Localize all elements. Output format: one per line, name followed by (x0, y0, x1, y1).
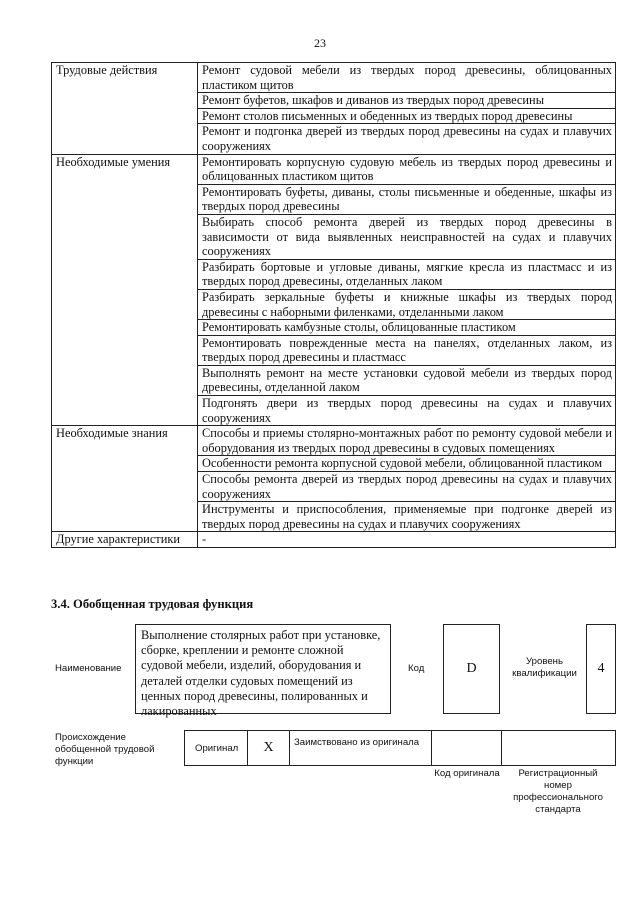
requirement-item: Ремонт буфетов, шкафов и диванов из твердых пород древесины (198, 93, 616, 109)
requirement-item: Ремонтировать корпусную судовую мебель из твердых пород древесины и облицованных пластиком щитов (198, 154, 616, 184)
page-number: 23 (314, 36, 326, 50)
table-row (52, 63, 616, 93)
row-header: Трудовые действия (52, 63, 198, 155)
requirement-item: Ремонт судовой мебели из твердых пород древесины, облицованных пластиком щитов (198, 63, 616, 93)
requirements-table-body (52, 63, 616, 548)
requirement-item: Ремонт и подгонка дверей из твердых пород древесины на судах и плавучих сооружениях (198, 124, 616, 154)
requirement-item: Особенности ремонта корпусной судовой мебели, облицованной пластиком (198, 456, 616, 472)
registration-number-label: Регистрационный номер профессионального стандарта (513, 768, 603, 815)
requirement-item: Способы и приемы столярно-монтажных работ по ремонту судовой мебели и оборудования из твердых пород древесины в судовых помещениях (198, 426, 616, 456)
original-label: Оригинал (195, 742, 239, 754)
requirement-item: Ремонтировать буфеты, диваны, столы письменные и обеденные, шкафы из твердых пород древесины (198, 184, 616, 214)
function-code-value: D (443, 624, 500, 714)
original-code-cell (431, 731, 501, 765)
row-header: Другие характеристики (52, 532, 198, 548)
name-label: Наименование (55, 663, 122, 674)
requirement-item: Выбирать способ ремонта дверей из твердых пород древесины в зависимости от вида выявленных неисправностей на судах и плавучих сооружениях (198, 214, 616, 259)
row-header: Необходимые знания (52, 426, 198, 532)
origin-table (184, 730, 616, 766)
function-name-value: Выполнение столярных работ при установке, сборке, креплении и ремонте сложной судовой мебели, изделий, оборудования и деталей отделки судовых помещений из ценных пород древесины, полированных и лакированных (135, 624, 391, 714)
requirement-item: Разбирать бортовые и угловые диваны, мягкие кресла из пластмасс и из твердых пород древесины, отделанных лаком (198, 259, 616, 289)
qualification-level-label: Уровень квалификации (512, 656, 577, 679)
borrowed-label: Заимствовано из оригинала (289, 731, 431, 765)
section-title: 3.4. Обобщенная трудовая функция (51, 597, 254, 611)
requirement-item: Способы ремонта дверей из твердых пород древесины на судах и плавучих сооружениях (198, 472, 616, 502)
requirement-item: Инструменты и приспособления, применяемые при подгонке дверей из твердых пород древесины на судах и плавучих сооружениях (198, 502, 616, 532)
table-row (52, 154, 616, 184)
code-label: Код (408, 663, 425, 674)
requirement-item: Ремонтировать камбузные столы, облицованные пластиком (198, 320, 616, 336)
requirement-item: Подгонять двери из твердых пород древесины на судах и плавучих сооружениях (198, 396, 616, 426)
origin-label: Происхождение обобщенной трудовой функции (55, 732, 155, 767)
labor-function-requirements-table (51, 62, 616, 548)
requirement-item: Ремонтировать поврежденные места на панелях, отделанных лаком, из твердых пород древесины и пластмасс (198, 335, 616, 365)
row-header: Необходимые умения (52, 154, 198, 426)
requirement-item: Разбирать зеркальные буфеты и книжные шкафы из твердых пород древесины с наборными филенками, отделанными лаком (198, 289, 616, 319)
registration-number-cell (501, 731, 615, 765)
code-original-label: Код оригинала (434, 768, 500, 779)
table-row (52, 426, 616, 456)
table-row (52, 532, 616, 548)
requirement-item: Ремонт столов письменных и обеденных из твердых пород древесины (198, 108, 616, 124)
requirement-item: Выполнять ремонт на месте установки судовой мебели из твердых пород древесины, отделанной лаком (198, 365, 616, 395)
original-mark: X (247, 731, 289, 765)
requirement-item: - (198, 532, 616, 548)
qualification-level-value: 4 (586, 624, 616, 714)
